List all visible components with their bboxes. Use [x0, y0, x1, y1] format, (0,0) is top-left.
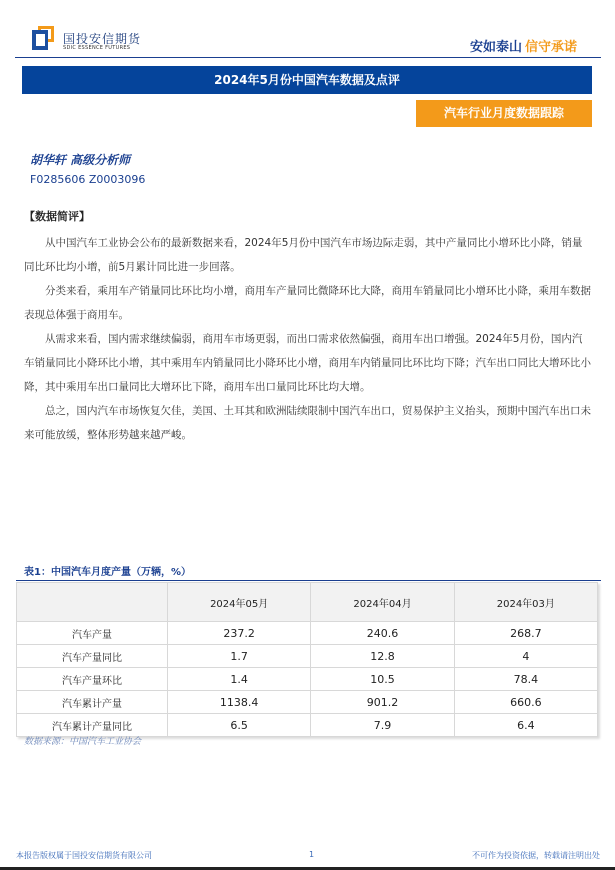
table-cell: 240.6 [311, 622, 454, 645]
row-label: 汽车产量同比 [17, 645, 168, 668]
row-label: 汽车累计产量 [17, 691, 168, 714]
section-heading: 【数据简评】 [24, 210, 90, 223]
column-header: 2024年03月 [454, 583, 597, 622]
report-title: 2024年5月份中国汽车数据及点评 [22, 66, 592, 94]
table-cell: 10.5 [311, 668, 454, 691]
table-cell: 237.2 [168, 622, 311, 645]
table-cell: 78.4 [454, 668, 597, 691]
table-cell: 7.9 [311, 714, 454, 737]
table-row [17, 691, 598, 714]
row-label: 汽车累计产量同比 [17, 714, 168, 737]
data-source: 数据来源：中国汽车工业协会 [24, 737, 142, 747]
table-cell: 1.7 [168, 645, 311, 668]
table-title-divider [16, 580, 601, 581]
table-cell: 4 [454, 645, 597, 668]
row-label: 汽车产量环比 [17, 668, 168, 691]
report-tag: 汽车行业月度数据跟踪 [416, 100, 592, 127]
column-header [17, 583, 168, 622]
footer-disclaimer: 不可作为投资依据，转载请注明出处 [472, 851, 600, 860]
slogan [470, 36, 577, 55]
column-header: 2024年05月 [168, 583, 311, 622]
header-divider [15, 57, 601, 58]
table-cell: 6.5 [168, 714, 311, 737]
table-cell: 1138.4 [168, 691, 311, 714]
column-header: 2024年04月 [311, 583, 454, 622]
paragraph: 分类来看，乘用车产销量同比环比均小增，商用车产量同比微降环比大降，商用车销量同比小增环比小降，乘用车数据表现总体强于商用车。 [24, 285, 591, 321]
table-cell: 6.4 [454, 714, 597, 737]
table-cell: 268.7 [454, 622, 597, 645]
table-cell: 660.6 [454, 691, 597, 714]
table-cell: 901.2 [311, 691, 454, 714]
production-table [16, 582, 598, 737]
page-number: 1 [309, 850, 315, 859]
row-label: 汽车产量 [17, 622, 168, 645]
table-cell: 12.8 [311, 645, 454, 668]
brand-name: 国投安信期货 [63, 32, 142, 46]
company-logo [32, 26, 54, 50]
paragraph: 总之，国内汽车市场恢复欠佳，美国、土耳其和欧洲陆续限制中国汽车出口，贸易保护主义抬头，预期中国汽车出口未来可能放缓，整体形势越来越严峻。 [24, 405, 591, 441]
table-row [17, 645, 598, 668]
summary-body [24, 231, 592, 447]
author: 胡华轩 高级分析师 [30, 153, 131, 167]
footer-copyright: 本报告版权属于国投安信期货有限公司 [16, 851, 152, 860]
table-title: 表1：中国汽车月度产量（万辆，%） [24, 567, 191, 578]
table-row [17, 668, 598, 691]
table-header-row [17, 583, 598, 622]
brand-name-en: SDIC ESSENCE FUTURES [63, 45, 131, 51]
author-ids: F0285606 Z0003096 [30, 173, 146, 186]
table-cell: 1.4 [168, 668, 311, 691]
paragraph: 从中国汽车工业协会公布的最新数据来看，2024年5月份中国汽车市场边际走弱，其中产量同比小增环比小降，销量同比环比均小增，前5月累计同比进一步回落。 [24, 237, 583, 273]
table-row [17, 622, 598, 645]
paragraph: 从需求来看，国内需求继续偏弱，商用车市场更弱，而出口需求依然偏强，商用车出口增强。2024年5月份，国内汽车销量同比小降环比小增，其中乘用车内销量同比小降环比小增，商用车内销量同比环比均下降；汽车出口同比大增环比小降，其中乘用车出口量同比大增环比下降，商用车出口量同比环比均大增。 [24, 333, 591, 393]
slogan-a: 安如泰山 [469, 40, 522, 55]
slogan-b: 信守承诺 [524, 40, 577, 55]
